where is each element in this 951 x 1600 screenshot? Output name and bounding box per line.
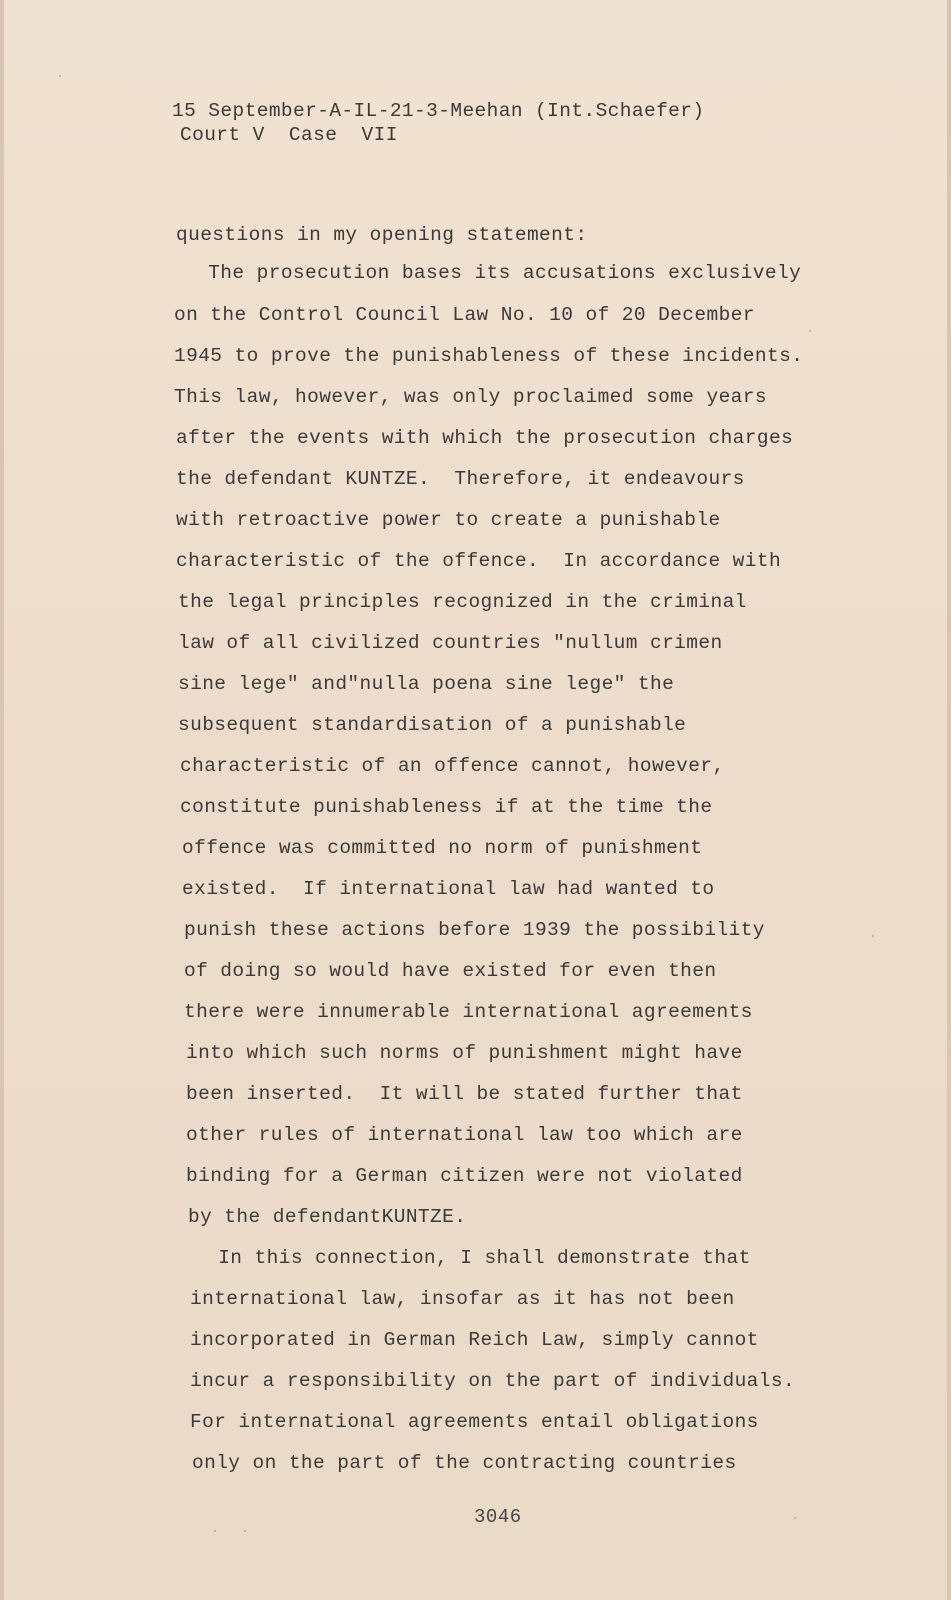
body-line: by the defendantKUNTZE.	[188, 1206, 467, 1228]
body-line: after the events with which the prosecution charges	[176, 427, 794, 449]
body-line: on the Control Council Law No. 10 of 20 December	[174, 304, 755, 326]
body-line: In this connection, I shall demonstrate that	[194, 1247, 751, 1269]
body-line: characteristic of an offence cannot, however,	[180, 755, 725, 777]
body-line: constitute punishableness if at the time the	[180, 796, 713, 818]
body-line: of doing so would have existed for even then	[184, 960, 717, 982]
body-line: with retroactive power to create a punishable	[176, 509, 721, 531]
body-line: This law, however, was only proclaimed some years	[174, 386, 767, 408]
page-number: 3046	[474, 1506, 522, 1528]
body-line: international law, insofar as it has not been	[190, 1288, 735, 1310]
body-line: punish these actions before 1939 the possibility	[184, 919, 765, 941]
body-line: questions in my opening statement:	[176, 224, 588, 246]
paper-speck	[214, 1530, 216, 1532]
body-line: the legal principles recognized in the criminal	[178, 591, 747, 613]
paper-speck	[809, 330, 811, 332]
body-line: only on the part of the contracting countries	[192, 1452, 737, 1474]
body-line: incorporated in German Reich Law, simply cannot	[190, 1329, 759, 1351]
body-line: subsequent standardisation of a punishable	[178, 714, 687, 736]
paper-speck	[872, 935, 874, 937]
body-line: For international agreements entail obligations	[190, 1411, 759, 1433]
body-line: existed. If international law had wanted to	[182, 878, 715, 900]
paper-speck	[794, 1517, 796, 1519]
body-line: binding for a German citizen were not violated	[186, 1165, 743, 1187]
body-line: the defendant KUNTZE. Therefore, it endeavours	[176, 468, 745, 490]
body-line: offence was committed no norm of punishment	[182, 837, 703, 859]
paper-speck	[244, 1530, 246, 1532]
header-line-1: 15 September-A-IL-21-3-Meehan (Int.Schaefer)	[172, 100, 705, 122]
header-line-2: Court V Case VII	[180, 124, 398, 146]
body-line: been inserted. It will be stated further that	[186, 1083, 743, 1105]
body-line: sine lege" and"nulla poena sine lege" the	[178, 673, 675, 695]
body-line: other rules of international law too which are	[186, 1124, 743, 1146]
body-line: characteristic of the offence. In accordance with	[176, 550, 782, 572]
body-line: law of all civilized countries "nullum crimen	[178, 632, 723, 654]
paper-speck	[59, 75, 61, 77]
body-line: incur a responsibility on the part of individuals.	[190, 1370, 796, 1392]
body-line: The prosecution bases its accusations exclusively	[184, 262, 802, 284]
body-line: into which such norms of punishment might have	[186, 1042, 743, 1064]
body-line: there were innumerable international agreements	[184, 1001, 753, 1023]
body-line: 1945 to prove the punishableness of these incidents.	[174, 345, 804, 367]
